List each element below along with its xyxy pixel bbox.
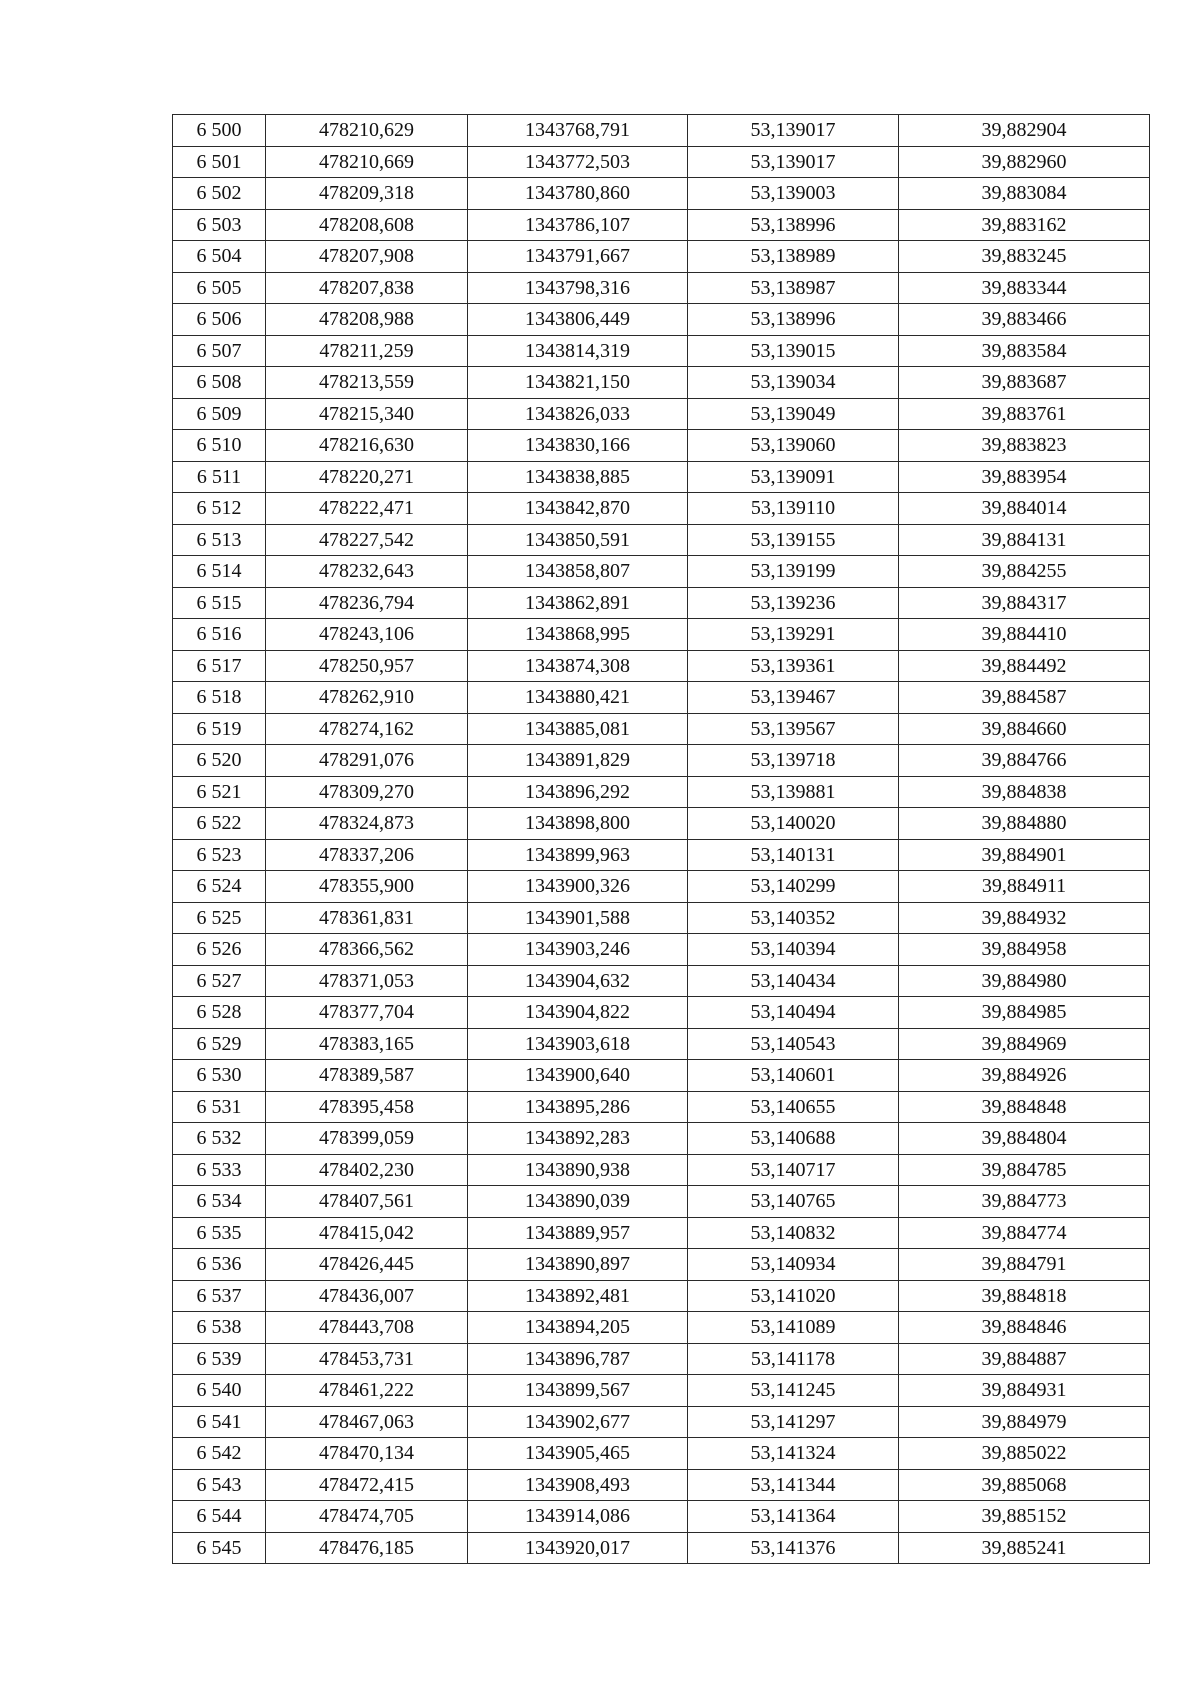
x-coordinate-cell: 478399,059 [266, 1123, 468, 1155]
table-row [173, 209, 1150, 241]
point-number-cell: 6 519 [173, 713, 266, 745]
longitude-cell: 39,883687 [899, 367, 1150, 399]
y-coordinate-cell: 1343874,308 [468, 650, 688, 682]
table-row [173, 1217, 1150, 1249]
table-row [173, 1532, 1150, 1564]
latitude-cell: 53,139015 [688, 335, 899, 367]
longitude-cell: 39,884818 [899, 1280, 1150, 1312]
longitude-cell: 39,883344 [899, 272, 1150, 304]
point-number-cell: 6 538 [173, 1312, 266, 1344]
longitude-cell: 39,883584 [899, 335, 1150, 367]
y-coordinate-cell: 1343914,086 [468, 1501, 688, 1533]
latitude-cell: 53,140352 [688, 902, 899, 934]
point-number-cell: 6 523 [173, 839, 266, 871]
point-number-cell: 6 508 [173, 367, 266, 399]
point-number-cell: 6 517 [173, 650, 266, 682]
latitude-cell: 53,140543 [688, 1028, 899, 1060]
y-coordinate-cell: 1343838,885 [468, 461, 688, 493]
longitude-cell: 39,884848 [899, 1091, 1150, 1123]
longitude-cell: 39,884492 [899, 650, 1150, 682]
longitude-cell: 39,884931 [899, 1375, 1150, 1407]
longitude-cell: 39,884926 [899, 1060, 1150, 1092]
latitude-cell: 53,141376 [688, 1532, 899, 1564]
y-coordinate-cell: 1343903,618 [468, 1028, 688, 1060]
table-row [173, 524, 1150, 556]
table-row [173, 871, 1150, 903]
longitude-cell: 39,884255 [899, 556, 1150, 588]
longitude-cell: 39,884773 [899, 1186, 1150, 1218]
latitude-cell: 53,140765 [688, 1186, 899, 1218]
y-coordinate-cell: 1343821,150 [468, 367, 688, 399]
longitude-cell: 39,884587 [899, 682, 1150, 714]
x-coordinate-cell: 478220,271 [266, 461, 468, 493]
latitude-cell: 53,138996 [688, 304, 899, 336]
longitude-cell: 39,884846 [899, 1312, 1150, 1344]
x-coordinate-cell: 478309,270 [266, 776, 468, 808]
table-row [173, 965, 1150, 997]
longitude-cell: 39,883245 [899, 241, 1150, 273]
longitude-cell: 39,884791 [899, 1249, 1150, 1281]
table-row [173, 587, 1150, 619]
table-row [173, 1280, 1150, 1312]
table-row [173, 682, 1150, 714]
longitude-cell: 39,884979 [899, 1406, 1150, 1438]
point-number-cell: 6 511 [173, 461, 266, 493]
longitude-cell: 39,884838 [899, 776, 1150, 808]
latitude-cell: 53,139003 [688, 178, 899, 210]
latitude-cell: 53,139060 [688, 430, 899, 462]
x-coordinate-cell: 478436,007 [266, 1280, 468, 1312]
longitude-cell: 39,884131 [899, 524, 1150, 556]
x-coordinate-cell: 478395,458 [266, 1091, 468, 1123]
point-number-cell: 6 501 [173, 146, 266, 178]
table-row [173, 808, 1150, 840]
table-row [173, 776, 1150, 808]
y-coordinate-cell: 1343850,591 [468, 524, 688, 556]
table-row [173, 461, 1150, 493]
point-number-cell: 6 536 [173, 1249, 266, 1281]
table-row [173, 398, 1150, 430]
longitude-cell: 39,884969 [899, 1028, 1150, 1060]
latitude-cell: 53,139110 [688, 493, 899, 525]
longitude-cell: 39,884880 [899, 808, 1150, 840]
latitude-cell: 53,140601 [688, 1060, 899, 1092]
x-coordinate-cell: 478467,063 [266, 1406, 468, 1438]
latitude-cell: 53,140494 [688, 997, 899, 1029]
x-coordinate-cell: 478453,731 [266, 1343, 468, 1375]
latitude-cell: 53,139017 [688, 115, 899, 147]
table-row [173, 1123, 1150, 1155]
latitude-cell: 53,141324 [688, 1438, 899, 1470]
x-coordinate-cell: 478402,230 [266, 1154, 468, 1186]
latitude-cell: 53,141020 [688, 1280, 899, 1312]
longitude-cell: 39,882960 [899, 146, 1150, 178]
longitude-cell: 39,883823 [899, 430, 1150, 462]
x-coordinate-cell: 478213,559 [266, 367, 468, 399]
latitude-cell: 53,140299 [688, 871, 899, 903]
x-coordinate-cell: 478476,185 [266, 1532, 468, 1564]
latitude-cell: 53,139361 [688, 650, 899, 682]
point-number-cell: 6 526 [173, 934, 266, 966]
point-number-cell: 6 530 [173, 1060, 266, 1092]
x-coordinate-cell: 478472,415 [266, 1469, 468, 1501]
latitude-cell: 53,141245 [688, 1375, 899, 1407]
table-row [173, 1469, 1150, 1501]
table-row [173, 1060, 1150, 1092]
longitude-cell: 39,883954 [899, 461, 1150, 493]
x-coordinate-cell: 478209,318 [266, 178, 468, 210]
x-coordinate-cell: 478415,042 [266, 1217, 468, 1249]
y-coordinate-cell: 1343901,588 [468, 902, 688, 934]
x-coordinate-cell: 478470,134 [266, 1438, 468, 1470]
latitude-cell: 53,139236 [688, 587, 899, 619]
latitude-cell: 53,140688 [688, 1123, 899, 1155]
x-coordinate-cell: 478324,873 [266, 808, 468, 840]
longitude-cell: 39,884958 [899, 934, 1150, 966]
point-number-cell: 6 539 [173, 1343, 266, 1375]
y-coordinate-cell: 1343902,677 [468, 1406, 688, 1438]
point-number-cell: 6 518 [173, 682, 266, 714]
y-coordinate-cell: 1343826,033 [468, 398, 688, 430]
x-coordinate-cell: 478291,076 [266, 745, 468, 777]
point-number-cell: 6 500 [173, 115, 266, 147]
point-number-cell: 6 516 [173, 619, 266, 651]
longitude-cell: 39,884901 [899, 839, 1150, 871]
y-coordinate-cell: 1343900,326 [468, 871, 688, 903]
table-row [173, 1186, 1150, 1218]
latitude-cell: 53,141364 [688, 1501, 899, 1533]
point-number-cell: 6 540 [173, 1375, 266, 1407]
y-coordinate-cell: 1343862,891 [468, 587, 688, 619]
x-coordinate-cell: 478215,340 [266, 398, 468, 430]
y-coordinate-cell: 1343920,017 [468, 1532, 688, 1564]
point-number-cell: 6 502 [173, 178, 266, 210]
point-number-cell: 6 528 [173, 997, 266, 1029]
longitude-cell: 39,884317 [899, 587, 1150, 619]
table-row [173, 241, 1150, 273]
table-row [173, 1312, 1150, 1344]
latitude-cell: 53,138996 [688, 209, 899, 241]
x-coordinate-cell: 478227,542 [266, 524, 468, 556]
longitude-cell: 39,883466 [899, 304, 1150, 336]
y-coordinate-cell: 1343786,107 [468, 209, 688, 241]
latitude-cell: 53,139881 [688, 776, 899, 808]
x-coordinate-cell: 478207,908 [266, 241, 468, 273]
table-row [173, 902, 1150, 934]
y-coordinate-cell: 1343791,667 [468, 241, 688, 273]
longitude-cell: 39,884410 [899, 619, 1150, 651]
y-coordinate-cell: 1343885,081 [468, 713, 688, 745]
x-coordinate-cell: 478337,206 [266, 839, 468, 871]
table-row [173, 619, 1150, 651]
latitude-cell: 53,139049 [688, 398, 899, 430]
longitude-cell: 39,885022 [899, 1438, 1150, 1470]
y-coordinate-cell: 1343891,829 [468, 745, 688, 777]
longitude-cell: 39,885241 [899, 1532, 1150, 1564]
longitude-cell: 39,884660 [899, 713, 1150, 745]
table-row [173, 1438, 1150, 1470]
y-coordinate-cell: 1343903,246 [468, 934, 688, 966]
x-coordinate-cell: 478443,708 [266, 1312, 468, 1344]
table-row [173, 304, 1150, 336]
table-row [173, 1406, 1150, 1438]
coordinates-table [172, 114, 1150, 1564]
y-coordinate-cell: 1343889,957 [468, 1217, 688, 1249]
x-coordinate-cell: 478361,831 [266, 902, 468, 934]
x-coordinate-cell: 478274,162 [266, 713, 468, 745]
longitude-cell: 39,884766 [899, 745, 1150, 777]
y-coordinate-cell: 1343830,166 [468, 430, 688, 462]
y-coordinate-cell: 1343772,503 [468, 146, 688, 178]
point-number-cell: 6 529 [173, 1028, 266, 1060]
latitude-cell: 53,139718 [688, 745, 899, 777]
point-number-cell: 6 515 [173, 587, 266, 619]
table-row [173, 1249, 1150, 1281]
latitude-cell: 53,139091 [688, 461, 899, 493]
x-coordinate-cell: 478208,608 [266, 209, 468, 241]
latitude-cell: 53,140934 [688, 1249, 899, 1281]
y-coordinate-cell: 1343858,807 [468, 556, 688, 588]
longitude-cell: 39,885152 [899, 1501, 1150, 1533]
latitude-cell: 53,140655 [688, 1091, 899, 1123]
longitude-cell: 39,885068 [899, 1469, 1150, 1501]
point-number-cell: 6 544 [173, 1501, 266, 1533]
x-coordinate-cell: 478389,587 [266, 1060, 468, 1092]
table-row [173, 1375, 1150, 1407]
x-coordinate-cell: 478474,705 [266, 1501, 468, 1533]
latitude-cell: 53,139155 [688, 524, 899, 556]
point-number-cell: 6 531 [173, 1091, 266, 1123]
table-row [173, 367, 1150, 399]
point-number-cell: 6 537 [173, 1280, 266, 1312]
x-coordinate-cell: 478207,838 [266, 272, 468, 304]
table-row [173, 1343, 1150, 1375]
longitude-cell: 39,884911 [899, 871, 1150, 903]
x-coordinate-cell: 478232,643 [266, 556, 468, 588]
table-row [173, 1154, 1150, 1186]
y-coordinate-cell: 1343904,632 [468, 965, 688, 997]
longitude-cell: 39,883162 [899, 209, 1150, 241]
point-number-cell: 6 522 [173, 808, 266, 840]
table-row [173, 713, 1150, 745]
y-coordinate-cell: 1343868,995 [468, 619, 688, 651]
longitude-cell: 39,883761 [899, 398, 1150, 430]
y-coordinate-cell: 1343908,493 [468, 1469, 688, 1501]
y-coordinate-cell: 1343898,800 [468, 808, 688, 840]
y-coordinate-cell: 1343890,897 [468, 1249, 688, 1281]
point-number-cell: 6 525 [173, 902, 266, 934]
x-coordinate-cell: 478250,957 [266, 650, 468, 682]
table-row [173, 115, 1150, 147]
point-number-cell: 6 509 [173, 398, 266, 430]
point-number-cell: 6 534 [173, 1186, 266, 1218]
point-number-cell: 6 543 [173, 1469, 266, 1501]
point-number-cell: 6 505 [173, 272, 266, 304]
latitude-cell: 53,139567 [688, 713, 899, 745]
table-row [173, 1028, 1150, 1060]
y-coordinate-cell: 1343896,787 [468, 1343, 688, 1375]
latitude-cell: 53,140832 [688, 1217, 899, 1249]
x-coordinate-cell: 478383,165 [266, 1028, 468, 1060]
longitude-cell: 39,884014 [899, 493, 1150, 525]
y-coordinate-cell: 1343905,465 [468, 1438, 688, 1470]
table-row [173, 745, 1150, 777]
point-number-cell: 6 545 [173, 1532, 266, 1564]
longitude-cell: 39,884774 [899, 1217, 1150, 1249]
table-row [173, 650, 1150, 682]
table-row [173, 556, 1150, 588]
y-coordinate-cell: 1343892,481 [468, 1280, 688, 1312]
point-number-cell: 6 504 [173, 241, 266, 273]
x-coordinate-cell: 478377,704 [266, 997, 468, 1029]
latitude-cell: 53,140434 [688, 965, 899, 997]
table-row [173, 178, 1150, 210]
point-number-cell: 6 533 [173, 1154, 266, 1186]
longitude-cell: 39,884980 [899, 965, 1150, 997]
table-row [173, 934, 1150, 966]
x-coordinate-cell: 478262,910 [266, 682, 468, 714]
x-coordinate-cell: 478210,669 [266, 146, 468, 178]
point-number-cell: 6 532 [173, 1123, 266, 1155]
y-coordinate-cell: 1343899,963 [468, 839, 688, 871]
x-coordinate-cell: 478222,471 [266, 493, 468, 525]
latitude-cell: 53,141089 [688, 1312, 899, 1344]
table-row [173, 1091, 1150, 1123]
point-number-cell: 6 510 [173, 430, 266, 462]
latitude-cell: 53,139034 [688, 367, 899, 399]
x-coordinate-cell: 478407,561 [266, 1186, 468, 1218]
y-coordinate-cell: 1343895,286 [468, 1091, 688, 1123]
x-coordinate-cell: 478355,900 [266, 871, 468, 903]
table-row [173, 839, 1150, 871]
point-number-cell: 6 535 [173, 1217, 266, 1249]
y-coordinate-cell: 1343899,567 [468, 1375, 688, 1407]
latitude-cell: 53,140020 [688, 808, 899, 840]
x-coordinate-cell: 478216,630 [266, 430, 468, 462]
point-number-cell: 6 527 [173, 965, 266, 997]
point-number-cell: 6 503 [173, 209, 266, 241]
point-number-cell: 6 542 [173, 1438, 266, 1470]
point-number-cell: 6 506 [173, 304, 266, 336]
latitude-cell: 53,139291 [688, 619, 899, 651]
latitude-cell: 53,140131 [688, 839, 899, 871]
latitude-cell: 53,139467 [688, 682, 899, 714]
y-coordinate-cell: 1343892,283 [468, 1123, 688, 1155]
x-coordinate-cell: 478210,629 [266, 115, 468, 147]
y-coordinate-cell: 1343890,938 [468, 1154, 688, 1186]
y-coordinate-cell: 1343768,791 [468, 115, 688, 147]
point-number-cell: 6 521 [173, 776, 266, 808]
x-coordinate-cell: 478366,562 [266, 934, 468, 966]
latitude-cell: 53,138987 [688, 272, 899, 304]
point-number-cell: 6 541 [173, 1406, 266, 1438]
y-coordinate-cell: 1343806,449 [468, 304, 688, 336]
y-coordinate-cell: 1343842,870 [468, 493, 688, 525]
y-coordinate-cell: 1343896,292 [468, 776, 688, 808]
y-coordinate-cell: 1343814,319 [468, 335, 688, 367]
point-number-cell: 6 513 [173, 524, 266, 556]
point-number-cell: 6 512 [173, 493, 266, 525]
y-coordinate-cell: 1343780,860 [468, 178, 688, 210]
table-row [173, 493, 1150, 525]
longitude-cell: 39,882904 [899, 115, 1150, 147]
point-number-cell: 6 507 [173, 335, 266, 367]
y-coordinate-cell: 1343890,039 [468, 1186, 688, 1218]
point-number-cell: 6 514 [173, 556, 266, 588]
table-row [173, 997, 1150, 1029]
coordinates-table-body [173, 115, 1150, 1564]
x-coordinate-cell: 478211,259 [266, 335, 468, 367]
x-coordinate-cell: 478426,445 [266, 1249, 468, 1281]
longitude-cell: 39,884985 [899, 997, 1150, 1029]
table-row [173, 335, 1150, 367]
longitude-cell: 39,884785 [899, 1154, 1150, 1186]
table-row [173, 430, 1150, 462]
longitude-cell: 39,884804 [899, 1123, 1150, 1155]
longitude-cell: 39,884932 [899, 902, 1150, 934]
x-coordinate-cell: 478243,106 [266, 619, 468, 651]
x-coordinate-cell: 478208,988 [266, 304, 468, 336]
y-coordinate-cell: 1343798,316 [468, 272, 688, 304]
latitude-cell: 53,141344 [688, 1469, 899, 1501]
x-coordinate-cell: 478236,794 [266, 587, 468, 619]
longitude-cell: 39,883084 [899, 178, 1150, 210]
latitude-cell: 53,141178 [688, 1343, 899, 1375]
latitude-cell: 53,139199 [688, 556, 899, 588]
table-row [173, 1501, 1150, 1533]
latitude-cell: 53,141297 [688, 1406, 899, 1438]
latitude-cell: 53,139017 [688, 146, 899, 178]
y-coordinate-cell: 1343894,205 [468, 1312, 688, 1344]
point-number-cell: 6 520 [173, 745, 266, 777]
y-coordinate-cell: 1343880,421 [468, 682, 688, 714]
latitude-cell: 53,138989 [688, 241, 899, 273]
x-coordinate-cell: 478461,222 [266, 1375, 468, 1407]
longitude-cell: 39,884887 [899, 1343, 1150, 1375]
table-row [173, 146, 1150, 178]
y-coordinate-cell: 1343904,822 [468, 997, 688, 1029]
latitude-cell: 53,140394 [688, 934, 899, 966]
y-coordinate-cell: 1343900,640 [468, 1060, 688, 1092]
x-coordinate-cell: 478371,053 [266, 965, 468, 997]
latitude-cell: 53,140717 [688, 1154, 899, 1186]
table-row [173, 272, 1150, 304]
point-number-cell: 6 524 [173, 871, 266, 903]
